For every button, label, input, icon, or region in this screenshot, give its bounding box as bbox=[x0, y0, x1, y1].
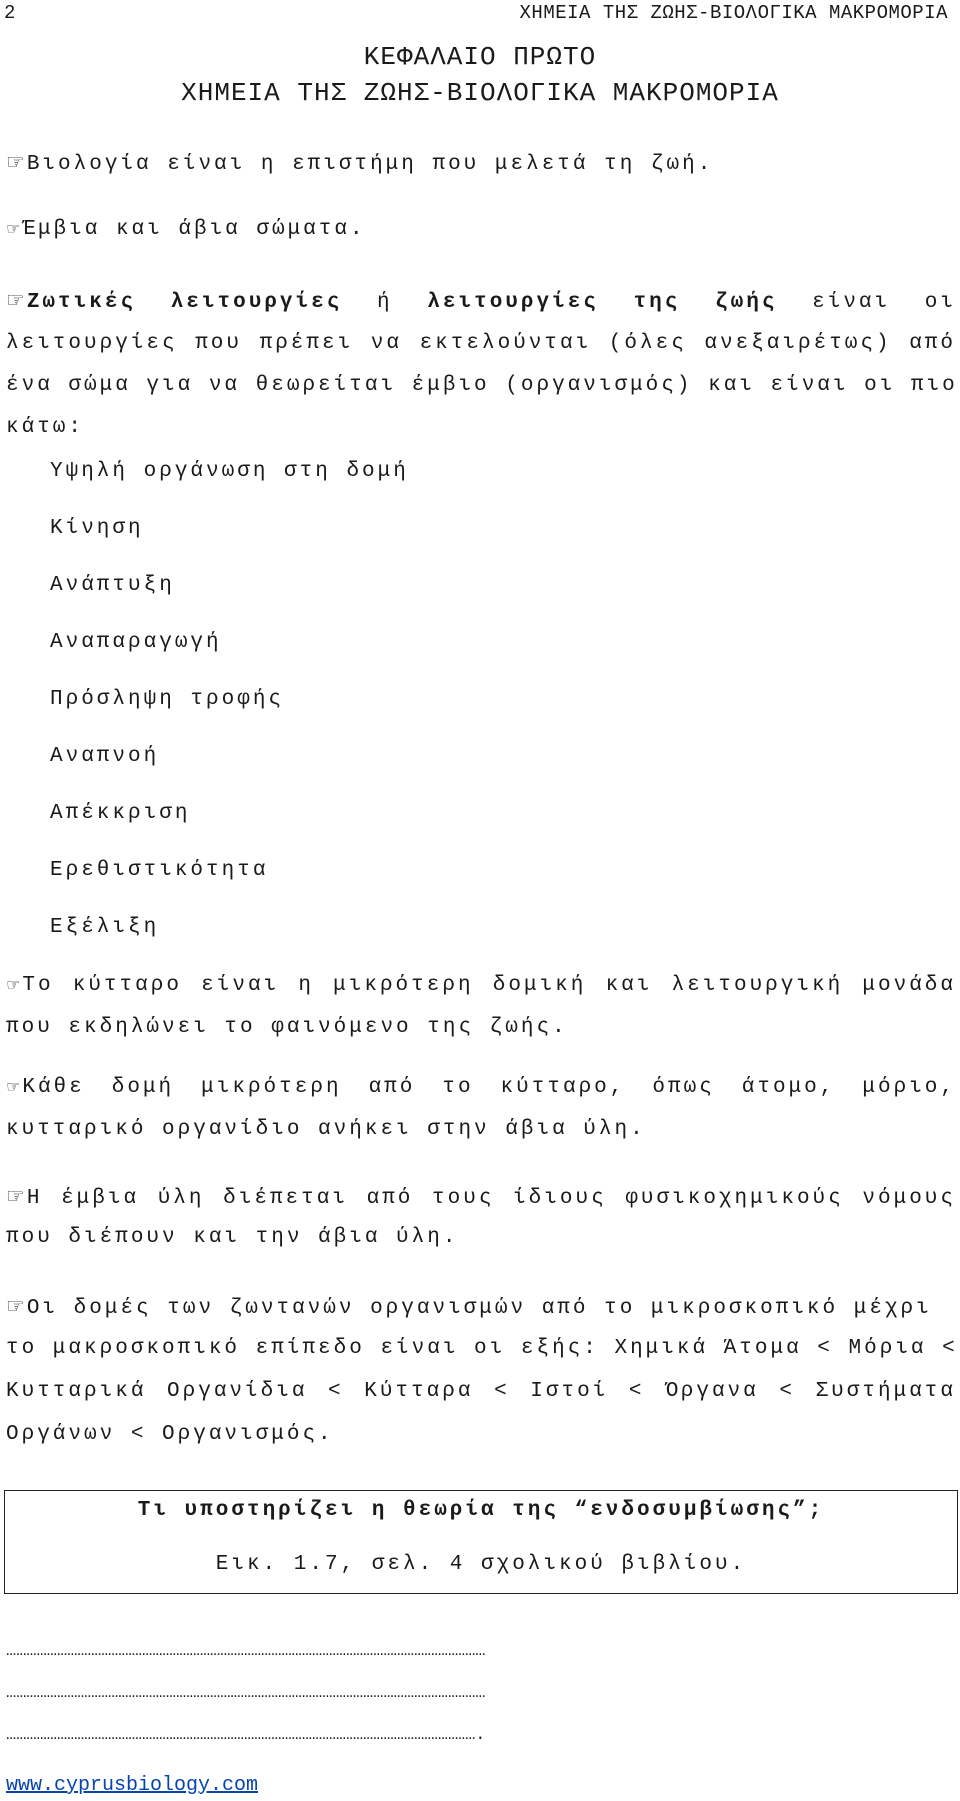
paragraph-laws-line2: που διέπουν και την άβια ύλη. bbox=[6, 1226, 459, 1249]
list-item: Πρόσληψη τροφής bbox=[50, 688, 285, 711]
running-header: ΧΗΜΕΙΑ ΤΗΣ ΖΩΗΣ-ΒΙΟΛΟΓΙΚΑ ΜΑΚΡΟΜΟΡΙΑ bbox=[519, 2, 948, 24]
list-item: Ανάπτυξη bbox=[50, 574, 175, 597]
paragraph-cell-line1: ☞Το κύτταρο είναι η μικρότερη δομική και λειτουργική μονάδα bbox=[6, 974, 956, 997]
paragraph-vital-functions-line4: κάτω: bbox=[6, 416, 85, 439]
paragraph-nonliving-structures-line2: κυτταρικό οργανίδιο ανήκει στην άβια ύλη. bbox=[6, 1118, 646, 1141]
pointing-hand-icon: ☞ bbox=[6, 1077, 21, 1096]
list-item: Απέκκριση bbox=[50, 802, 191, 825]
list-item: Υψηλή οργάνωση στη δομή bbox=[50, 460, 409, 483]
list-item: Εξέλιξη bbox=[50, 916, 160, 939]
pointing-hand-icon: ☞ bbox=[6, 975, 21, 994]
paragraph-hierarchy-line1: ☞Οι δομές των ζωντανών οργανισμών από το μικροσκοπικό μέχρι bbox=[6, 1294, 932, 1320]
pointing-hand-icon: ☞ bbox=[6, 219, 21, 238]
pointing-hand-icon: ☞ bbox=[6, 1184, 25, 1208]
paragraph-laws-line1: ☞Η έμβια ύλη διέπεται από τους ίδιους φυσικοχημικούς νόμους bbox=[6, 1184, 956, 1210]
paragraph-vital-functions-line2: λειτουργίες που πρέπει να εκτελούνται (όλες ανεξαιρέτως) από bbox=[6, 332, 956, 355]
question-text: Τι υποστηρίζει η θεωρία της “ενδοσυμβίωσης”; bbox=[137, 1499, 825, 1522]
footer-website-link[interactable]: www.cyprusbiology.com bbox=[6, 1774, 259, 1797]
answer-line[interactable]: …………………………………………………………………………………………………………………………… bbox=[6, 1684, 486, 1703]
paragraph-vital-functions-line1: ☞Ζωτικές λειτουργίες ή λειτουργίες της ζωής είναι οι bbox=[6, 288, 956, 314]
list-item: Κίνηση bbox=[50, 517, 144, 540]
paragraph-cell-line2: που εκδηλώνει το φαινόμενο της ζωής. bbox=[6, 1016, 568, 1039]
question-hint: Εικ. 1.7, σελ. 4 σχολικού βιβλίου. bbox=[215, 1553, 747, 1576]
answer-line[interactable]: …………………………………………………………………………………………………………………………… bbox=[6, 1642, 486, 1661]
paragraph-living-nonliving: ☞Έμβια και άβια σώματα. bbox=[6, 218, 366, 241]
pointing-hand-icon: ☞ bbox=[6, 1294, 25, 1318]
list-item: Αναπνοή bbox=[50, 745, 160, 768]
paragraph-hierarchy-line4: Οργάνων < Οργανισμός. bbox=[6, 1423, 334, 1446]
paragraph-vital-functions-line3: ένα σώμα για να θεωρείται έμβιο (οργανισμός) και είναι οι πιο bbox=[6, 374, 958, 397]
list-item: Αναπαραγωγή bbox=[50, 631, 222, 654]
pointing-hand-icon: ☞ bbox=[6, 288, 25, 312]
paragraph-hierarchy-line3: Κυτταρικά Οργανίδια < Κύτταρα < Ιστοί < Όργανα < Συστήματα bbox=[6, 1380, 956, 1403]
chapter-label: ΚΕΦΑΛΑΙΟ ΠΡΩΤΟ bbox=[363, 42, 597, 72]
paragraph-definition: ☞Βιολογία είναι η επιστήμη που μελετά τη ζωή. bbox=[6, 150, 714, 176]
paragraph-hierarchy-line2: το μακροσκοπικό επίπεδο είναι οι εξής: Χημικά Άτομα < Μόρια < bbox=[6, 1337, 958, 1360]
list-item: Ερεθιστικότητα bbox=[50, 859, 269, 882]
question-box bbox=[4, 1490, 958, 1594]
answer-line[interactable]: …………………………………………………………………………………………………………………………. bbox=[6, 1726, 486, 1745]
page-number: 2 bbox=[4, 2, 16, 24]
pointing-hand-icon: ☞ bbox=[6, 150, 25, 174]
paragraph-nonliving-structures-line1: ☞Κάθε δομή μικρότερη από το κύτταρο, όπως άτομο, μόριο, bbox=[6, 1076, 956, 1099]
chapter-title: ΧΗΜΕΙΑ ΤΗΣ ΖΩΗΣ-ΒΙΟΛΟΓΙΚΑ ΜΑΚΡΟΜΟΡΙΑ bbox=[181, 78, 779, 108]
